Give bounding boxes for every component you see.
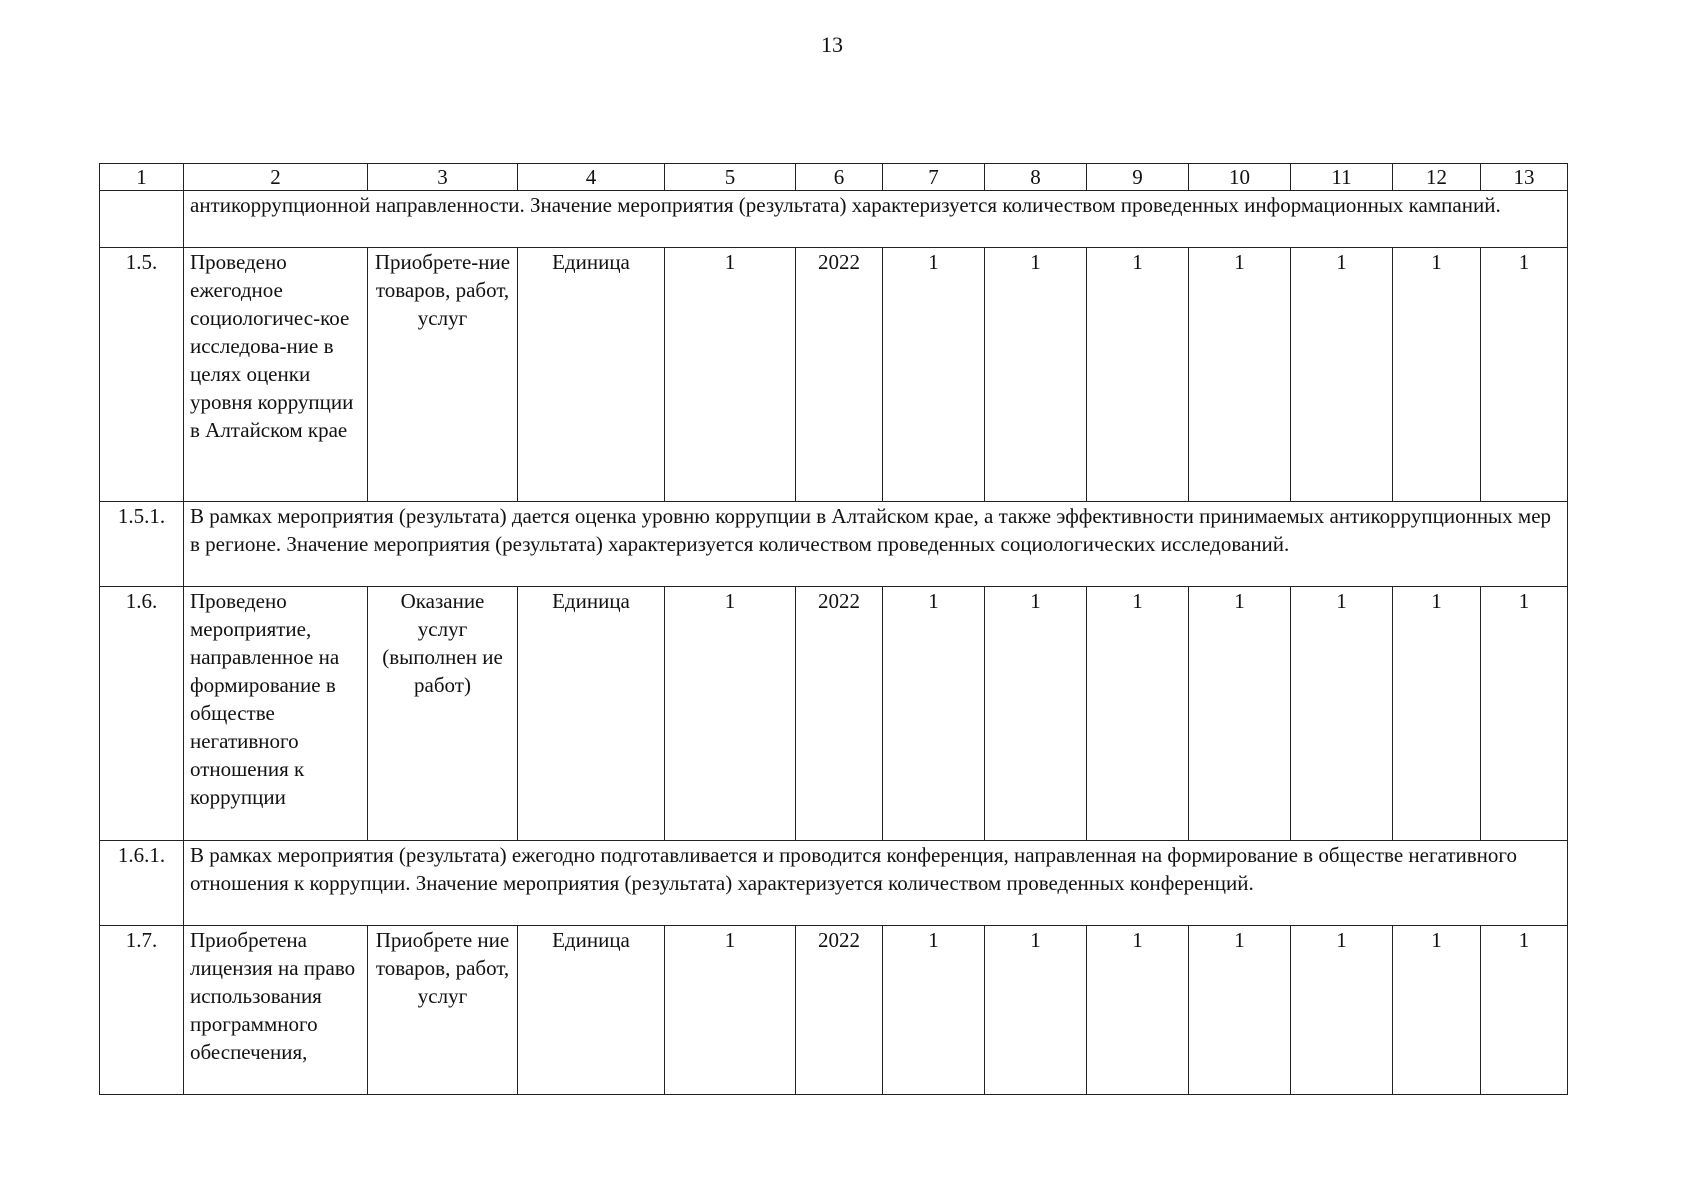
- unit: Единица: [518, 587, 665, 841]
- column-header: 10: [1189, 164, 1291, 191]
- measure-name: Проведено мероприятие, направленное на формирование в обществе негативного отношения к коррупции: [184, 587, 368, 841]
- measure-type: Приобрете-ние товаров, работ, услуг: [368, 248, 518, 502]
- column-header: 6: [796, 164, 883, 191]
- measure-type: Оказание услуг (выполнен ие работ): [368, 587, 518, 841]
- table-header-row: [100, 164, 1568, 191]
- value-cell: 1: [1481, 248, 1568, 502]
- description-row: [100, 841, 1568, 926]
- value-cell: 1: [883, 248, 985, 502]
- value-cell: 1: [985, 248, 1087, 502]
- value-cell: 1: [1481, 926, 1568, 1095]
- measure-description: В рамках мероприятия (результата) дается оценка уровню коррупции в Алтайском крае, а также эффективности принимаемых антикоррупционных мер в регионе. Значение мероприятия (результата) характеризуется количеством проведенных социологических исследований.: [184, 502, 1568, 587]
- base-value: 1: [665, 926, 796, 1095]
- value-cell: 1: [1291, 248, 1393, 502]
- column-header: 2: [184, 164, 368, 191]
- value-cell: 1: [1087, 248, 1189, 502]
- measure-name: Приобретена лицензия на право использования программного обеспечения,: [184, 926, 368, 1095]
- value-cell: 1: [883, 587, 985, 841]
- unit: Единица: [518, 248, 665, 502]
- column-header: 7: [883, 164, 985, 191]
- page-number: 13: [821, 32, 843, 57]
- table-row: [100, 926, 1568, 1095]
- column-header: 4: [518, 164, 665, 191]
- base-year: 2022: [796, 587, 883, 841]
- value-cell: 1: [1087, 926, 1189, 1095]
- column-header: 9: [1087, 164, 1189, 191]
- column-header: 13: [1481, 164, 1568, 191]
- value-cell: 1: [1393, 248, 1481, 502]
- value-cell: 1: [1189, 248, 1291, 502]
- value-cell: 1: [1393, 926, 1481, 1095]
- base-value: 1: [665, 248, 796, 502]
- table-row: [100, 587, 1568, 841]
- column-header: 12: [1393, 164, 1481, 191]
- table-row: [100, 248, 1568, 502]
- column-header: 3: [368, 164, 518, 191]
- description-row: [100, 191, 1568, 248]
- measure-type: Приобрете ние товаров, работ, услуг: [368, 926, 518, 1095]
- row-number: 1.6.1.: [100, 841, 184, 926]
- row-number: [100, 191, 184, 248]
- value-cell: 1: [985, 587, 1087, 841]
- value-cell: 1: [1481, 587, 1568, 841]
- value-cell: 1: [1393, 587, 1481, 841]
- measure-description: В рамках мероприятия (результата) ежегодно подготавливается и проводится конференция, направленная на формирование в обществе негативного отношения к коррупции. Значение мероприятия (результата) характеризуется количеством проведенных конференций.: [184, 841, 1568, 926]
- description-row: [100, 502, 1568, 587]
- value-cell: 1: [1291, 587, 1393, 841]
- base-value: 1: [665, 587, 796, 841]
- row-number: 1.7.: [100, 926, 184, 1095]
- row-number: 1.5.1.: [100, 502, 184, 587]
- unit: Единица: [518, 926, 665, 1095]
- value-cell: 1: [1189, 926, 1291, 1095]
- base-year: 2022: [796, 248, 883, 502]
- column-header: 5: [665, 164, 796, 191]
- column-header: 8: [985, 164, 1087, 191]
- measure-name: Проведено ежегодное социологичес-кое исследова-ние в целях оценки уровня коррупции в Алтайском крае: [184, 248, 368, 502]
- row-number: 1.6.: [100, 587, 184, 841]
- continuation-description: антикоррупционной направленности. Значение мероприятия (результата) характеризуется количеством проведенных информационных кампаний.: [184, 191, 1568, 248]
- value-cell: 1: [1189, 587, 1291, 841]
- value-cell: 1: [883, 926, 985, 1095]
- row-number: 1.5.: [100, 248, 184, 502]
- value-cell: 1: [1291, 926, 1393, 1095]
- column-header: 1: [100, 164, 184, 191]
- measures-table: [99, 163, 1568, 1095]
- base-year: 2022: [796, 926, 883, 1095]
- value-cell: 1: [1087, 587, 1189, 841]
- column-header: 11: [1291, 164, 1393, 191]
- value-cell: 1: [985, 926, 1087, 1095]
